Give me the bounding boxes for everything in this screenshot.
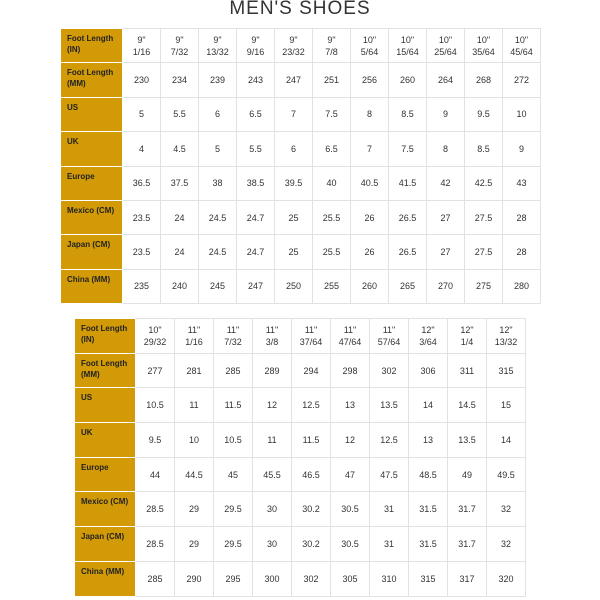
table-cell: 7 xyxy=(275,97,313,131)
table-cell: 230 xyxy=(123,63,161,97)
table-cell: 11" 47/64 xyxy=(331,319,370,354)
table-cell: 11 xyxy=(253,423,292,458)
table-cell: 47 xyxy=(331,457,370,492)
table-cell: 10" 15/64 xyxy=(389,29,427,63)
table-cell: 14.5 xyxy=(448,388,487,423)
table-cell: 37.5 xyxy=(161,166,199,200)
table-cell: 31 xyxy=(370,527,409,562)
table-cell: 41.5 xyxy=(389,166,427,200)
table-cell: 268 xyxy=(465,63,503,97)
table-cell: 311 xyxy=(448,353,487,388)
table-cell: 10 xyxy=(503,97,541,131)
row-header: UK xyxy=(61,132,123,166)
table-cell: 270 xyxy=(427,269,465,303)
table-cell: 49 xyxy=(448,457,487,492)
table-cell: 45 xyxy=(214,457,253,492)
table-cell: 235 xyxy=(123,269,161,303)
table-cell: 12" 13/32 xyxy=(487,319,526,354)
table-cell: 26.5 xyxy=(389,235,427,269)
table-cell: 245 xyxy=(199,269,237,303)
table-row xyxy=(75,353,526,388)
table-cell: 14 xyxy=(409,388,448,423)
table-cell: 28.5 xyxy=(136,492,175,527)
table-cell: 43 xyxy=(503,166,541,200)
table-cell: 25 xyxy=(275,200,313,234)
table-cell: 29 xyxy=(175,527,214,562)
table-cell: 9 xyxy=(427,97,465,131)
table-cell: 39.5 xyxy=(275,166,313,200)
table-row xyxy=(61,29,541,63)
table-cell: 265 xyxy=(389,269,427,303)
row-header: Japan (CM) xyxy=(61,235,123,269)
table-cell: 30.5 xyxy=(331,527,370,562)
table-cell: 42.5 xyxy=(465,166,503,200)
table-cell: 28.5 xyxy=(136,527,175,562)
table-cell: 243 xyxy=(237,63,275,97)
table-cell: 305 xyxy=(331,561,370,596)
table-row xyxy=(75,457,526,492)
table-cell: 8.5 xyxy=(389,97,427,131)
table-cell: 24.7 xyxy=(237,200,275,234)
table-cell: 11" 57/64 xyxy=(370,319,409,354)
table-row xyxy=(61,200,541,234)
table-row xyxy=(75,527,526,562)
table-cell: 251 xyxy=(313,63,351,97)
table-cell: 32 xyxy=(487,492,526,527)
table-cell: 9 xyxy=(503,132,541,166)
table-cell: 31.7 xyxy=(448,527,487,562)
table-cell: 24 xyxy=(161,200,199,234)
table-row xyxy=(61,235,541,269)
table-cell: 11" 1/16 xyxy=(175,319,214,354)
table-cell: 6.5 xyxy=(313,132,351,166)
table-cell: 28 xyxy=(503,235,541,269)
table-cell: 9" 23/32 xyxy=(275,29,313,63)
row-header: Mexico (CM) xyxy=(75,492,136,527)
table-cell: 239 xyxy=(199,63,237,97)
table-cell: 27.5 xyxy=(465,200,503,234)
table-cell: 280 xyxy=(503,269,541,303)
table-cell: 13 xyxy=(331,388,370,423)
table-cell: 8.5 xyxy=(465,132,503,166)
table-cell: 7 xyxy=(351,132,389,166)
table-cell: 30 xyxy=(253,492,292,527)
table-cell: 6.5 xyxy=(237,97,275,131)
table-cell: 310 xyxy=(370,561,409,596)
table-cell: 44 xyxy=(136,457,175,492)
table-cell: 29.5 xyxy=(214,492,253,527)
table-cell: 13.5 xyxy=(448,423,487,458)
table-row xyxy=(75,319,526,354)
table-cell: 11 xyxy=(175,388,214,423)
table-cell: 32 xyxy=(487,527,526,562)
table-cell: 12" 3/64 xyxy=(409,319,448,354)
table-cell: 23.5 xyxy=(123,235,161,269)
table-row xyxy=(75,423,526,458)
table-cell: 302 xyxy=(370,353,409,388)
table-cell: 26 xyxy=(351,200,389,234)
table-cell: 40 xyxy=(313,166,351,200)
table-cell: 30.2 xyxy=(292,527,331,562)
table-cell: 38 xyxy=(199,166,237,200)
table-cell: 298 xyxy=(331,353,370,388)
table-cell: 9" 1/16 xyxy=(123,29,161,63)
table-cell: 10" 35/64 xyxy=(465,29,503,63)
table-cell: 256 xyxy=(351,63,389,97)
row-header: Europe xyxy=(61,166,123,200)
table-cell: 46.5 xyxy=(292,457,331,492)
table-cell: 255 xyxy=(313,269,351,303)
table-cell: 10" 45/64 xyxy=(503,29,541,63)
table-cell: 14 xyxy=(487,423,526,458)
table-cell: 10" 5/64 xyxy=(351,29,389,63)
table-row xyxy=(75,388,526,423)
table-cell: 285 xyxy=(136,561,175,596)
table-cell: 13 xyxy=(409,423,448,458)
table-cell: 289 xyxy=(253,353,292,388)
table-cell: 31 xyxy=(370,492,409,527)
table-cell: 11.5 xyxy=(292,423,331,458)
table-cell: 264 xyxy=(427,63,465,97)
row-header: Mexico (CM) xyxy=(61,200,123,234)
table-cell: 320 xyxy=(487,561,526,596)
table-cell: 7.5 xyxy=(313,97,351,131)
row-header: Foot Length (MM) xyxy=(61,63,123,97)
table-row xyxy=(61,132,541,166)
table-cell: 29 xyxy=(175,492,214,527)
table-cell: 9.5 xyxy=(465,97,503,131)
table-cell: 281 xyxy=(175,353,214,388)
table-cell: 30.5 xyxy=(331,492,370,527)
table-cell: 10" 25/64 xyxy=(427,29,465,63)
table-cell: 48.5 xyxy=(409,457,448,492)
table-cell: 4 xyxy=(123,132,161,166)
table-cell: 31.5 xyxy=(409,492,448,527)
table-cell: 12 xyxy=(253,388,292,423)
table-cell: 12" 1/4 xyxy=(448,319,487,354)
table-cell: 30.2 xyxy=(292,492,331,527)
table-cell: 29.5 xyxy=(214,527,253,562)
table-cell: 11" 37/64 xyxy=(292,319,331,354)
row-header: Japan (CM) xyxy=(75,527,136,562)
table-cell: 247 xyxy=(237,269,275,303)
row-header: Europe xyxy=(75,457,136,492)
table-cell: 25.5 xyxy=(313,235,351,269)
table-cell: 23.5 xyxy=(123,200,161,234)
table-row xyxy=(61,63,541,97)
row-header: Foot Length (IN) xyxy=(75,319,136,354)
table-cell: 38.5 xyxy=(237,166,275,200)
table-cell: 9" 7/8 xyxy=(313,29,351,63)
table-cell: 28 xyxy=(503,200,541,234)
table-cell: 24.5 xyxy=(199,200,237,234)
table-cell: 27 xyxy=(427,235,465,269)
table-row xyxy=(61,269,541,303)
table-cell: 44.5 xyxy=(175,457,214,492)
table-cell: 31.7 xyxy=(448,492,487,527)
table-cell: 300 xyxy=(253,561,292,596)
table-cell: 317 xyxy=(448,561,487,596)
row-header: Foot Length (IN) xyxy=(61,29,123,63)
table-cell: 277 xyxy=(136,353,175,388)
table-cell: 315 xyxy=(409,561,448,596)
size-chart-table-1 xyxy=(60,28,541,304)
row-header: China (MM) xyxy=(61,269,123,303)
table-cell: 9.5 xyxy=(136,423,175,458)
table-cell: 11" 7/32 xyxy=(214,319,253,354)
row-header: Foot Length (MM) xyxy=(75,353,136,388)
table-cell: 25 xyxy=(275,235,313,269)
table-cell: 45.5 xyxy=(253,457,292,492)
table-cell: 40.5 xyxy=(351,166,389,200)
table-cell: 27 xyxy=(427,200,465,234)
table-cell: 5 xyxy=(123,97,161,131)
table-cell: 24 xyxy=(161,235,199,269)
table-cell: 8 xyxy=(351,97,389,131)
table-cell: 11.5 xyxy=(214,388,253,423)
table-cell: 15 xyxy=(487,388,526,423)
table-cell: 47.5 xyxy=(370,457,409,492)
table-cell: 26.5 xyxy=(389,200,427,234)
table-row xyxy=(75,492,526,527)
table-cell: 49.5 xyxy=(487,457,526,492)
table-cell: 10" 29/32 xyxy=(136,319,175,354)
table-cell: 24.7 xyxy=(237,235,275,269)
table-cell: 11" 3/8 xyxy=(253,319,292,354)
table-cell: 4.5 xyxy=(161,132,199,166)
table-cell: 10 xyxy=(175,423,214,458)
table-row xyxy=(75,561,526,596)
table-cell: 8 xyxy=(427,132,465,166)
row-header: China (MM) xyxy=(75,561,136,596)
table-cell: 10.5 xyxy=(136,388,175,423)
table-cell: 26 xyxy=(351,235,389,269)
table-cell: 13.5 xyxy=(370,388,409,423)
table-cell: 302 xyxy=(292,561,331,596)
row-header: US xyxy=(75,388,136,423)
table-cell: 7.5 xyxy=(389,132,427,166)
table-cell: 36.5 xyxy=(123,166,161,200)
table-cell: 9" 7/32 xyxy=(161,29,199,63)
table-cell: 294 xyxy=(292,353,331,388)
table-cell: 31.5 xyxy=(409,527,448,562)
table-cell: 9" 9/16 xyxy=(237,29,275,63)
table-cell: 12.5 xyxy=(292,388,331,423)
table-cell: 306 xyxy=(409,353,448,388)
table-cell: 247 xyxy=(275,63,313,97)
table-cell: 5.5 xyxy=(237,132,275,166)
table-cell: 10.5 xyxy=(214,423,253,458)
table-cell: 250 xyxy=(275,269,313,303)
table-cell: 234 xyxy=(161,63,199,97)
table-cell: 42 xyxy=(427,166,465,200)
table-cell: 275 xyxy=(465,269,503,303)
table-cell: 9" 13/32 xyxy=(199,29,237,63)
table-cell: 25.5 xyxy=(313,200,351,234)
table-cell: 5.5 xyxy=(161,97,199,131)
table-cell: 5 xyxy=(199,132,237,166)
table-cell: 272 xyxy=(503,63,541,97)
table-cell: 290 xyxy=(175,561,214,596)
row-header: UK xyxy=(75,423,136,458)
table-cell: 6 xyxy=(199,97,237,131)
size-chart-table-2 xyxy=(74,318,526,597)
table-row xyxy=(61,166,541,200)
table-cell: 285 xyxy=(214,353,253,388)
table-cell: 12 xyxy=(331,423,370,458)
row-header: US xyxy=(61,97,123,131)
table-cell: 260 xyxy=(389,63,427,97)
table-cell: 6 xyxy=(275,132,313,166)
table-cell: 30 xyxy=(253,527,292,562)
table-cell: 27.5 xyxy=(465,235,503,269)
table-cell: 315 xyxy=(487,353,526,388)
table-cell: 260 xyxy=(351,269,389,303)
table-row xyxy=(61,97,541,131)
table-cell: 240 xyxy=(161,269,199,303)
table-cell: 295 xyxy=(214,561,253,596)
page-title: MEN'S SHOES xyxy=(229,0,371,19)
table-cell: 12.5 xyxy=(370,423,409,458)
table-cell: 24.5 xyxy=(199,235,237,269)
